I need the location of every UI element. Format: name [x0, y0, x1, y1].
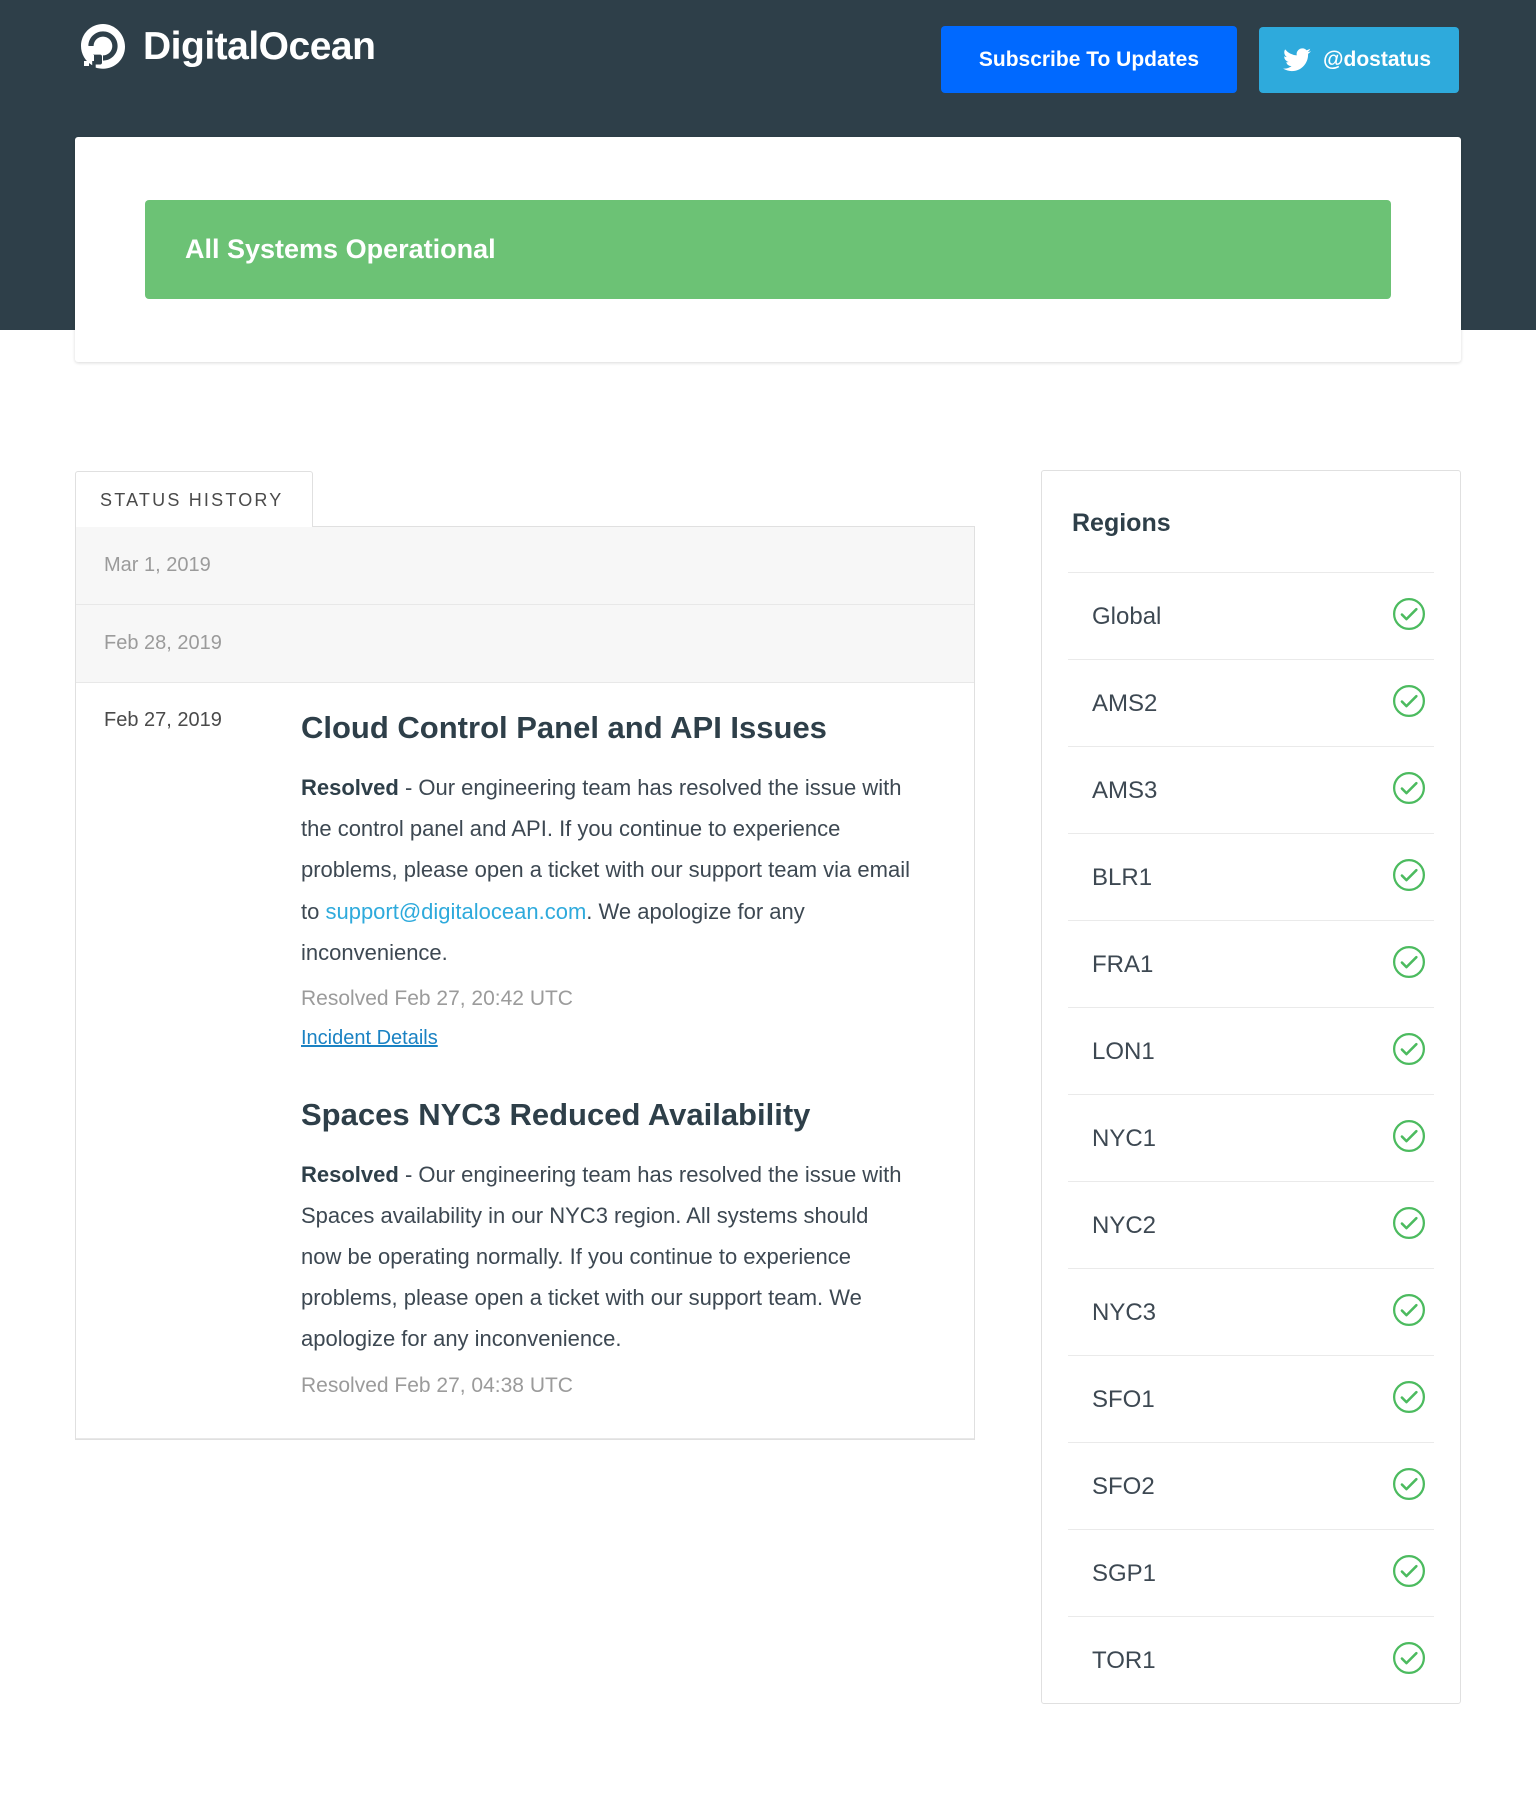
header-inner	[75, 0, 1461, 93]
history-day-row	[76, 683, 974, 1439]
subscribe-button[interactable]: Subscribe To Updates	[941, 26, 1237, 93]
incident-resolved-meta: Resolved Feb 27, 20:42 UTC	[301, 986, 573, 1010]
overall-status-card	[75, 137, 1461, 362]
site-header	[0, 0, 1536, 330]
twitter-status-button[interactable]	[1259, 27, 1459, 93]
check-circle-icon	[1392, 1119, 1426, 1158]
regions-title: Regions	[1072, 509, 1171, 537]
region-row-lon1[interactable]	[1068, 1007, 1434, 1094]
history-day-body	[301, 539, 974, 593]
region-row-global[interactable]	[1068, 572, 1434, 659]
region-name: NYC2	[1092, 1211, 1157, 1239]
incident-title: Spaces NYC3 Reduced Availability	[301, 1096, 811, 1132]
check-circle-icon	[1392, 945, 1426, 984]
incident-status-label: Resolved	[301, 775, 399, 801]
incident-item	[301, 707, 914, 1060]
check-circle-icon	[1392, 1554, 1426, 1593]
region-name: NYC1	[1092, 1124, 1157, 1152]
region-name: LON1	[1092, 1037, 1155, 1065]
incident-status-label: Resolved	[301, 1161, 399, 1187]
incident-body-part-2: . We apologize for any inconvenience.	[301, 898, 805, 965]
history-day-row	[76, 605, 974, 683]
region-row-sgp1[interactable]	[1068, 1529, 1434, 1616]
check-circle-icon	[1392, 858, 1426, 897]
region-row-fra1[interactable]	[1068, 920, 1434, 1007]
region-row-nyc2[interactable]	[1068, 1181, 1434, 1268]
check-circle-icon	[1392, 684, 1426, 723]
region-row-ams2[interactable]	[1068, 659, 1434, 746]
check-circle-icon	[1392, 597, 1426, 636]
region-name: TOR1	[1092, 1646, 1156, 1674]
incident-details-link[interactable]: Incident Details	[301, 1026, 438, 1049]
twitter-bird-icon	[1283, 48, 1311, 72]
region-row-ams3[interactable]	[1068, 746, 1434, 833]
region-row-sfo1[interactable]	[1068, 1355, 1434, 1442]
history-day-body	[301, 617, 974, 671]
incident-item	[301, 1060, 914, 1408]
status-history-column	[75, 470, 975, 1440]
region-name: AMS2	[1092, 689, 1158, 717]
twitter-handle-label: @dostatus	[1323, 48, 1431, 71]
region-row-sfo2[interactable]	[1068, 1442, 1434, 1529]
regions-column	[1041, 470, 1461, 1704]
region-name: FRA1	[1092, 950, 1154, 978]
incident-title: Cloud Control Panel and API Issues	[301, 710, 827, 745]
regions-panel	[1041, 470, 1461, 1704]
support-email-link[interactable]: support@digitalocean.com	[325, 898, 587, 924]
incident-resolved-meta: Resolved Feb 27, 04:38 UTC	[301, 1373, 573, 1397]
region-row-nyc3[interactable]	[1068, 1268, 1434, 1355]
region-name: BLR1	[1092, 863, 1153, 891]
region-name: SFO1	[1092, 1385, 1155, 1413]
check-circle-icon	[1392, 1032, 1426, 1071]
status-history-tab[interactable]: STATUS HISTORY	[75, 471, 313, 527]
region-name: SFO2	[1092, 1472, 1155, 1500]
region-row-tor1[interactable]	[1068, 1616, 1434, 1703]
check-circle-icon	[1392, 1380, 1426, 1419]
history-day-row	[76, 527, 974, 605]
incident-body-part-1: - Our engineering team has resolved the issue with the control panel and API. If you continue to experience problems, please open a ticket with our support team via email to	[301, 775, 910, 924]
check-circle-icon	[1392, 1293, 1426, 1332]
check-circle-icon	[1392, 1467, 1426, 1506]
brand[interactable]	[75, 22, 375, 70]
region-row-nyc1[interactable]	[1068, 1094, 1434, 1181]
brand-name: DigitalOcean	[143, 24, 376, 68]
history-date: Feb 27, 2019	[104, 709, 222, 731]
status-banner: All Systems Operational	[145, 200, 1391, 299]
status-history-list	[75, 526, 975, 1440]
region-name: SGP1	[1092, 1559, 1157, 1587]
check-circle-icon	[1392, 771, 1426, 810]
digitalocean-logo-icon	[79, 22, 127, 70]
region-name: Global	[1092, 602, 1162, 630]
check-circle-icon	[1392, 1206, 1426, 1245]
page-content	[75, 330, 1461, 1704]
region-name: AMS3	[1092, 776, 1158, 804]
incident-body	[301, 767, 914, 973]
region-name: NYC3	[1092, 1298, 1157, 1326]
history-date: Mar 1, 2019	[104, 554, 211, 576]
history-date: Feb 28, 2019	[104, 632, 222, 654]
check-circle-icon	[1392, 1641, 1426, 1680]
history-day-body	[301, 683, 974, 1438]
region-row-blr1[interactable]	[1068, 833, 1434, 920]
incident-body-part-1: - Our engineering team has resolved the issue with Spaces availability in our NYC3 region. All systems should now be operating normally. If you continue to experience problems, please open a ticket with our support team. We apologize for any inconvenience.	[301, 1161, 902, 1352]
incident-body	[301, 1154, 914, 1360]
header-actions	[941, 26, 1461, 93]
